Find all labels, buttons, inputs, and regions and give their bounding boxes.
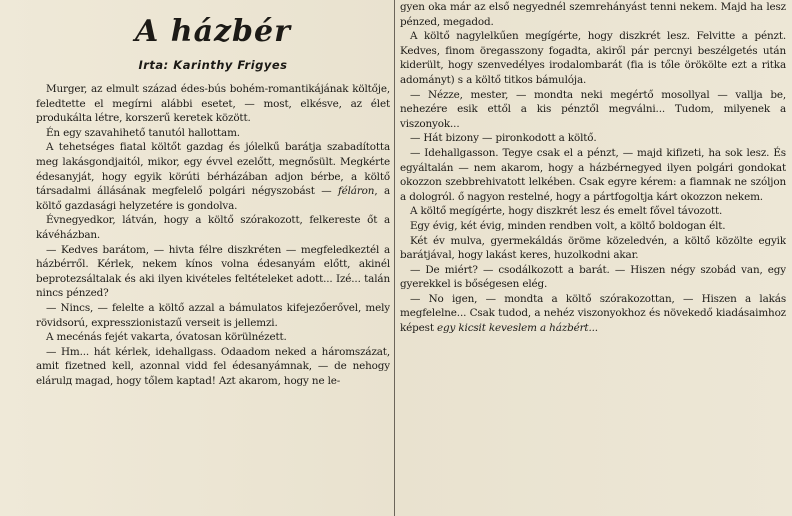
- paragraph: A költő megígérte, hogy diszkrét lesz és emelt fővel távozott.: [410, 205, 723, 218]
- column-divider: [394, 0, 395, 516]
- right-column-body: [400, 0, 786, 336]
- left-column: [36, 0, 390, 516]
- paragraph-text: — No igen, — mondta a költő szórakozottan, — Hiszen a lakás megfelelne... Csak tudod, a nehéz viszonyokhoz és növekedő kiadásaimhoz képest: [400, 292, 786, 335]
- left-column-body: [36, 82, 390, 388]
- paragraph: — Hát bizony — pironkodott a költő.: [410, 132, 597, 145]
- paragraph: [36, 140, 390, 213]
- paragraph: Én egy szavahihető tanutól hallottam.: [46, 126, 240, 139]
- paragraph: — Nézze, mester, — mondta neki megértő mosollyal — vallja be, nehezére esik ettől a kis pénztől megválni... Tudom, milyenek a viszonyok...: [400, 88, 786, 130]
- paragraph: [400, 292, 786, 336]
- article-title: A házbér: [135, 14, 291, 49]
- paragraph: gyen oka már az első negyednél szemrehányást tenni nekem. Majd ha lesz pénzed, megadod.: [400, 1, 786, 28]
- paragraph: Két év mulva, gyermekáldás öröme közeledvén, a költő közölte egyik barátjával, hogy lakást keres, huzolkodni akar.: [400, 234, 786, 262]
- paragraph: A mecénás fejét vakarta, óvatosan körülnézett.: [46, 331, 287, 344]
- italic-phrase: féláron: [337, 185, 375, 198]
- italic-phrase: egy kicsit kevеslem a házbért...: [437, 322, 598, 335]
- right-column: [400, 0, 786, 516]
- paragraph: Murger, az elmult század édes-bús bohém-romantikájának költője, feledtette el megírni alábbi esetet, — most, elkésve, az élet produkálta létre, korszerű keretek között.: [36, 83, 390, 125]
- paragraph: Egy évig, két évig, minden rendben volt, a költő boldogan élt.: [410, 219, 726, 232]
- paragraph: Évnegyedkor, látván, hogy a költő szórakozott, felkereste őt a kávéházban.: [36, 214, 390, 241]
- paragraph: — Idehallgasson. Tegye csak el a pénzt, — majd kifizeti, ha sok lesz. És egyáltalán — nem akarom, hogy a házbérnegyed ilyen polgári gondokat okozzon szebbrehivatott lelkében. Csak egyre kérem: a fiamnak ne szóljon a dologról. ő nagyon restelné, hogy a pártfogoltja kárt okozzon nekem.: [400, 146, 786, 203]
- article-byline: Irta: Karinthy Frigyes: [138, 58, 288, 72]
- paragraph: A költő nagylelkűen megígérte, hogy diszkrét lesz. Felvitte a pénzt. Kedves, finom öregasszony fogadta, akiről pár percnyi beszélgetés után kiderült, hogy szenvedélyes irodalombarát (fia is tőle örökölte ezt a ritka adományt) s a költő titkos bámulója.: [400, 30, 786, 86]
- paragraph: — Hm... hát kérlek, idehallgass. Odaadom neked a háromszázat, amit fizetned kell, azonnal vidd fel édesanyámnak, — de nehogy elárulд magad, hogy tőlem kaptad! Azt akarom, hogy ne le-: [36, 345, 390, 387]
- paragraph: — Kedves barátom, — hivta félre diszkréten — megfeledkeztél a házbérről. Kérlek, nekem kínos volna édesanyám előtt, akinél beprotezsáltalak és aki ilyen kivételes feltételeket adott... Izé... talán nincs pénzed?: [36, 243, 390, 300]
- paragraph: — De miért? — csodálkozott a barát. — Hiszen négy szobád van, egy gyerekkel is bőségesen elég.: [400, 263, 786, 291]
- paragraph-text-after: , a költő gazdasági helyzetére is gondolva.: [36, 185, 390, 212]
- paragraph-text: A tehetséges fiatal költőt gazdag és jólelkű barátja szabadította meg lakásgondjaitól, mikor, egy évvel ezelőtt, megnősült. Megkérte édesanyját, hogy egyik körúti bérházában adjon bérbe, a költő társadalmi állásának megfelelő polgári négyszobást —: [36, 141, 390, 198]
- paragraph: — Nincs, — felelte a költő azzal a bámulatos kifejezőerővel, mely rövidsorú, expresszionistazű verseit is jellemzi.: [36, 301, 390, 329]
